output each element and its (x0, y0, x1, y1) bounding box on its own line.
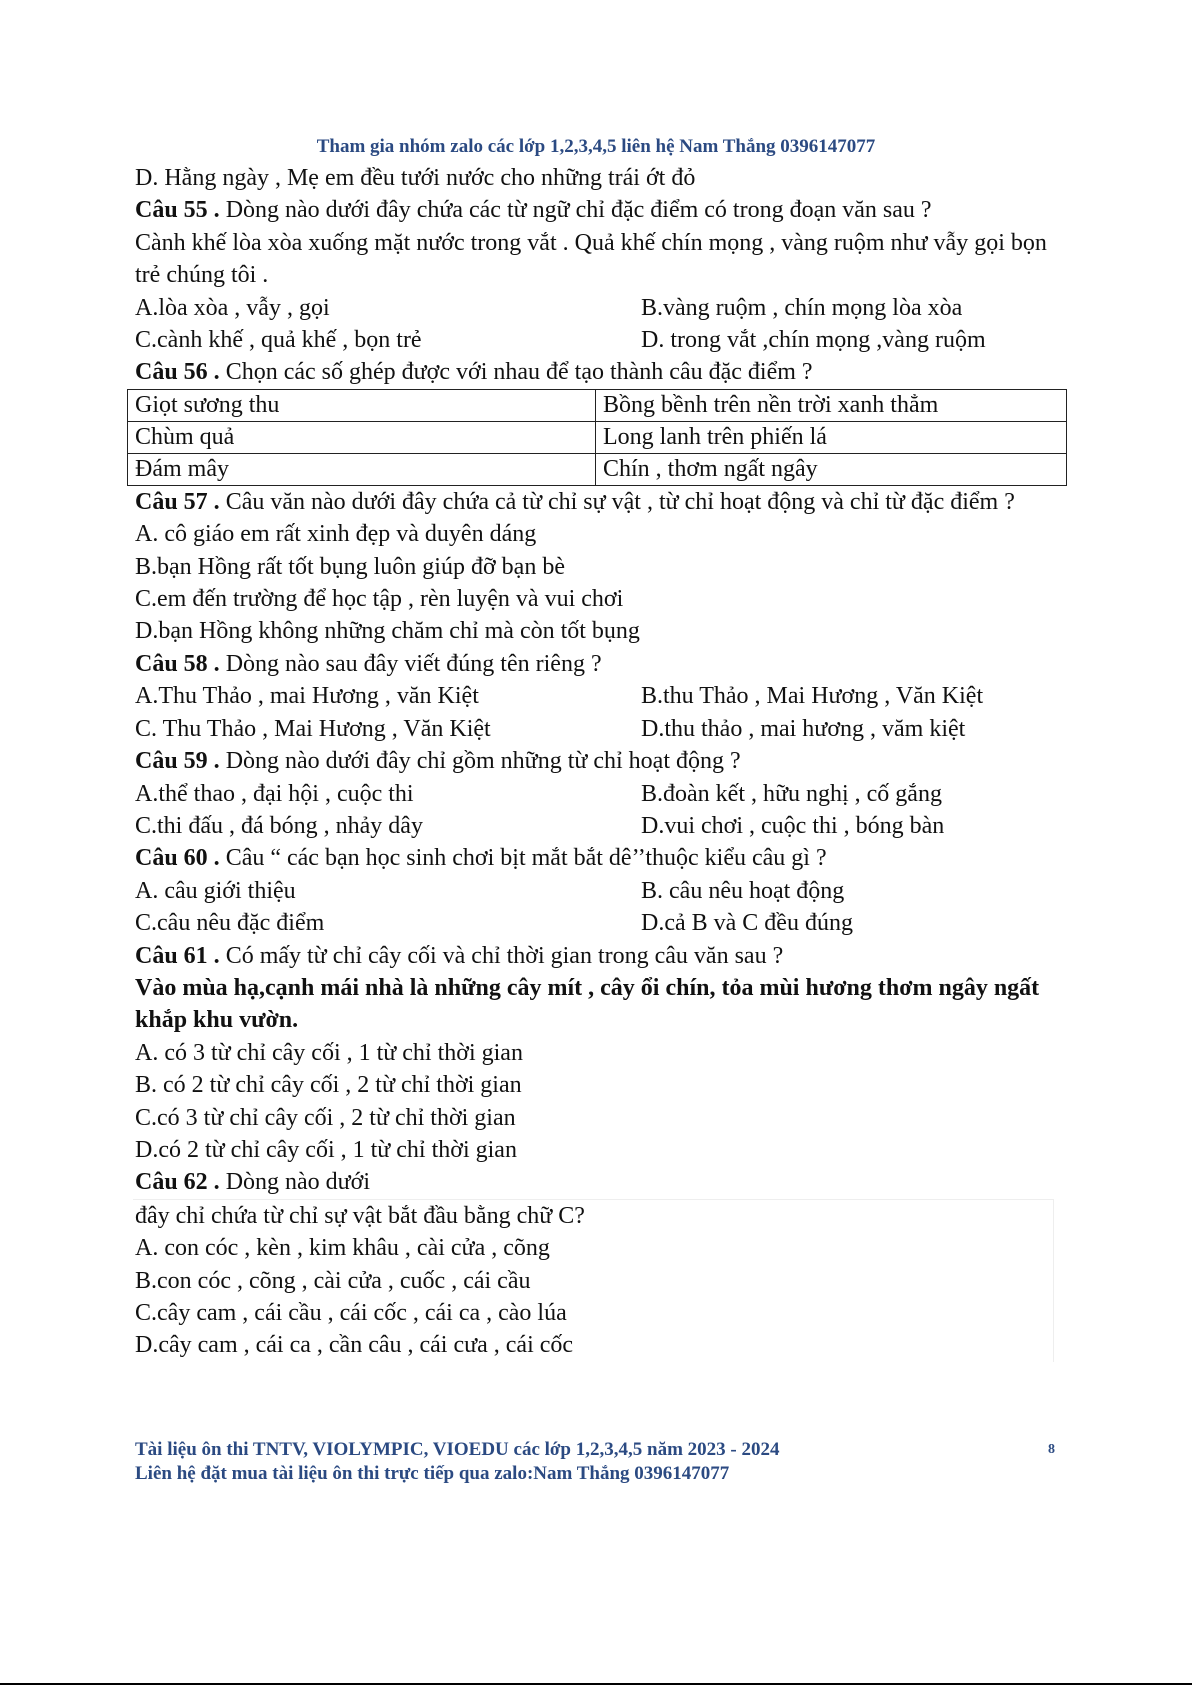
options-row (135, 810, 1065, 842)
table-row (128, 421, 1067, 453)
option-c: C.có 3 từ chỉ cây cối , 2 từ chỉ thời gian (135, 1104, 516, 1131)
options-row (135, 713, 1065, 745)
question-text: Dòng nào dưới đây chỉ gồm những từ chỉ hoạt động ? (219, 748, 741, 775)
option-c: C.cành khế , quả khế , bọn trẻ (135, 327, 422, 354)
option-c: C.cây cam , cái cầu , cái cốc , cái ca , cào lúa (135, 1300, 567, 1326)
option-c: C.câu nêu đặc điểm (135, 910, 325, 937)
question-text: Dòng nào sau đây viết đúng tên riêng ? (219, 650, 602, 677)
options-row (135, 324, 1065, 356)
option-b: B.con cóc , cõng , cài cửa , cuốc , cái cầu (135, 1267, 531, 1294)
question-label: Câu 57 . (135, 488, 220, 515)
question-61 (135, 940, 1065, 972)
question-57 (135, 486, 1065, 518)
option-a: A. câu giới thiệu (135, 877, 296, 904)
footer-line-2: Liên hệ đặt mua tài liệu ôn thi trực tiếp qua zalo:Nam Thắng 0396147077 (135, 1463, 730, 1484)
matching-table (127, 389, 1067, 486)
question-62 (135, 1166, 1065, 1198)
option-a: A. cô giáo em rất xinh đẹp và duyên dáng (135, 521, 537, 548)
question-label: Câu 55 . (135, 197, 220, 224)
option-a: A.lòa xòa , vẫy , gọi (135, 294, 330, 321)
question-text: Có mấy từ chỉ cây cối và chỉ thời gian trong câu văn sau ? (219, 942, 784, 969)
option-b: B. có 2 từ chỉ cây cối , 2 từ chỉ thời gian (135, 1072, 522, 1099)
option-a: A.Thu Thảo , mai Hương , văn Kiệt (135, 683, 479, 710)
option-d: D. trong vắt ,chín mọng ,vàng ruộm (641, 327, 986, 354)
passage: Vào mùa hạ,cạnh mái nhà là những cây mít , cây ổi chín, tỏa mùi hương thơm ngây ngất khắp khu vườn. (135, 974, 1040, 1034)
option-b: B.bạn Hồng rất tốt bụng luôn giúp đỡ bạn bè (135, 553, 565, 580)
option-c: C. Thu Thảo , Mai Hương , Văn Kiệt (135, 715, 491, 742)
table-cell-right: Long lanh trên phiến lá (596, 421, 1067, 453)
option-c: C.thi đấu , đá bóng , nhảy dây (135, 812, 423, 839)
options-row (135, 778, 1065, 810)
option-d: D.vui chơi , cuộc thi , bóng bàn (641, 812, 945, 839)
question-60 (135, 842, 1065, 874)
option-d: D.bạn Hồng không những chăm chỉ mà còn tốt bụng (135, 618, 640, 645)
option-b: B.vàng ruộm , chín mọng lòa xòa (641, 294, 963, 321)
question-59 (135, 745, 1065, 777)
option-c: C.em đến trường để học tập , rèn luyện và vui chơi (135, 586, 624, 613)
options-row (135, 907, 1065, 939)
question-label: Câu 58 . (135, 650, 220, 677)
options-row (135, 680, 1065, 712)
table-cell-left: Đám mây (128, 453, 596, 485)
page-footer (135, 1438, 1055, 1486)
question-text: Dòng nào dưới (219, 1169, 371, 1196)
table-cell-left: Chùm quả (128, 421, 596, 453)
table-cell-right: Chín , thơm ngất ngây (596, 453, 1067, 485)
option-d: D.cả B và C đều đúng (641, 910, 853, 937)
question-62-box (133, 1199, 1054, 1362)
options-row (135, 292, 1065, 324)
footer-line-1: Tài liệu ôn thi TNTV, VIOLYMPIC, VIOEDU các lớp 1,2,3,4,5 năm 2023 - 2024 (135, 1439, 780, 1460)
question-text: Câu văn nào dưới đây chứa cả từ chỉ sự vật , từ chỉ hoạt động và chỉ từ đặc điểm ? (219, 488, 1015, 515)
question-56 (135, 356, 1065, 388)
option-b: B.đoàn kết , hữu nghị , cố gắng (641, 780, 942, 807)
answer-line: D. Hằng ngày , Mẹ em đều tưới nước cho những trái ớt đỏ (135, 165, 696, 191)
document-body (135, 162, 1065, 1362)
question-58 (135, 648, 1065, 680)
passage: Cành khế lòa xòa xuống mặt nước trong vắt . Quả khế chín mọng , vàng ruộm như vẫy gọi bọn trẻ chúng tôi . (135, 229, 1047, 289)
option-a: A. có 3 từ chỉ cây cối , 1 từ chỉ thời gian (135, 1039, 523, 1066)
question-text: Câu “ các bạn học sinh chơi bịt mắt bắt dê’’thuộc kiểu câu gì ? (219, 845, 827, 872)
option-d: D.thu thảo , mai hương , văm kiệt (641, 715, 966, 742)
option-d: D.có 2 từ chỉ cây cối , 1 từ chỉ thời gian (135, 1136, 517, 1163)
option-a: A.thể thao , đại hội , cuộc thi (135, 780, 414, 807)
table-row (128, 453, 1067, 485)
question-text-continued: đây chỉ chứa từ chỉ sự vật bắt đầu bằng chữ C? (135, 1202, 585, 1229)
question-label: Câu 60 . (135, 845, 220, 872)
question-text: Dòng nào dưới đây chứa các từ ngữ chỉ đặc điểm có trong đoạn văn sau ? (219, 197, 932, 224)
page-header: Tham gia nhóm zalo các lớp 1,2,3,4,5 liên hệ Nam Thắng 0396147077 (316, 136, 876, 157)
table-cell-right: Bồng bềnh trên nền trời xanh thẳm (596, 389, 1067, 421)
question-label: Câu 62 . (135, 1169, 220, 1196)
question-55 (135, 194, 1065, 226)
option-d: D.cây cam , cái ca , cần câu , cái cưa , cái cốc (135, 1332, 574, 1359)
option-b: B. câu nêu hoạt động (641, 877, 845, 904)
options-row (135, 875, 1065, 907)
table-row (128, 389, 1067, 421)
table-cell-left: Giọt sương thu (128, 389, 596, 421)
question-label: Câu 61 . (135, 942, 220, 969)
page-number: 8 (1048, 1442, 1055, 1457)
question-label: Câu 59 . (135, 748, 220, 775)
option-a: A. con cóc , kèn , kim khâu , cài cửa , cõng (135, 1235, 550, 1262)
question-label: Câu 56 . (135, 359, 220, 386)
question-text: Chọn các số ghép được với nhau để tạo thành câu đặc điểm ? (219, 359, 813, 386)
option-b: B.thu Thảo , Mai Hương , Văn Kiệt (641, 683, 984, 710)
